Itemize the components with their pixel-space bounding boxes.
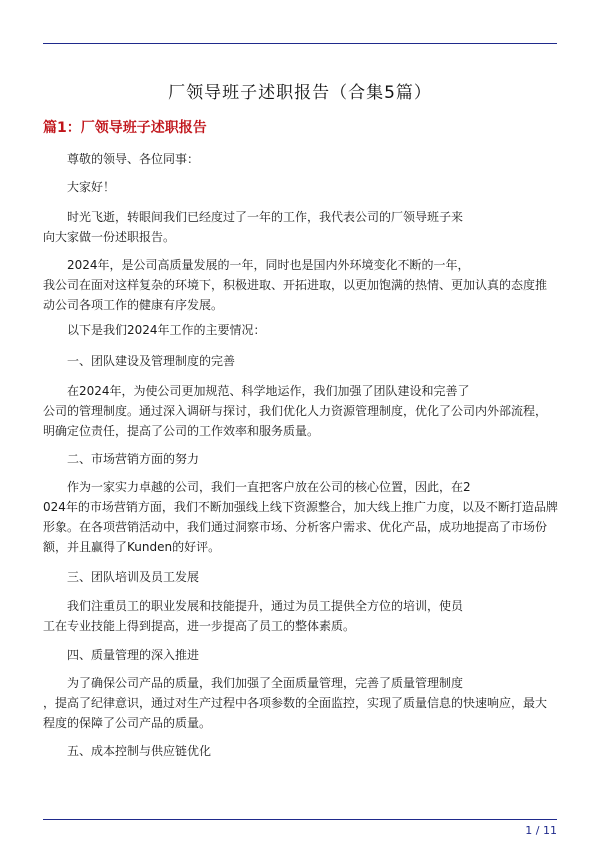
paragraph <box>43 449 557 469</box>
paragraph-line: 五、成本控制与供应链优化 <box>67 744 212 758</box>
paragraph-line: 向大家做一份述职报告。 <box>43 230 176 244</box>
document-title: 厂领导班子述职报告（合集5篇） <box>168 83 432 103</box>
paragraph <box>43 207 557 247</box>
paragraph <box>43 645 557 665</box>
paragraph <box>43 149 557 169</box>
paragraph-line: 二、市场营销方面的努力 <box>67 452 200 466</box>
paragraph-line: 四、质量管理的深入推进 <box>67 648 200 662</box>
paragraph <box>43 320 557 340</box>
paragraph-line: 在2024年，为使公司更加规范、科学地运作，我们加强了团队建设和完善了 <box>67 384 470 398</box>
paragraph-line: 我公司在面对这样复杂的环境下，积极进取、开拓进取，以更加饱满的热情、更加认真的态度推 <box>43 278 548 292</box>
paragraph <box>43 351 557 371</box>
paragraph-line: 工在专业技能上得到提高，进一步提高了员工的整体素质。 <box>43 619 356 633</box>
section-heading: 篇1：厂领导班子述职报告 <box>43 120 207 136</box>
paragraph <box>43 381 557 441</box>
paragraph <box>43 673 557 733</box>
paragraph <box>43 255 557 315</box>
paragraph <box>43 741 557 761</box>
paragraph-line: 明确定位责任，提高了公司的工作效率和服务质量。 <box>43 424 320 438</box>
header-rule <box>43 43 557 44</box>
page-indicator: 1 / 11 <box>525 824 557 837</box>
paragraph-line: 额，并且赢得了Kunden的好评。 <box>43 540 221 554</box>
paragraph-line: 程度的保障了公司产品的质量。 <box>43 716 212 730</box>
footer-rule <box>43 819 557 820</box>
paragraph <box>43 567 557 587</box>
paragraph-line: 作为一家实力卓越的公司，我们一直把客户放在公司的核心位置，因此，在2 <box>67 480 471 494</box>
paragraph-line: 一、团队建设及管理制度的完善 <box>67 354 236 368</box>
paragraph-line: 为了确保公司产品的质量，我们加强了全面质量管理，完善了质量管理制度 <box>67 676 464 690</box>
paragraph-line: 我们注重员工的职业发展和技能提升，通过为员工提供全方位的培训，使员 <box>67 599 464 613</box>
paragraph-line: 三、团队培训及员工发展 <box>67 570 200 584</box>
paragraph-line: 以下是我们2024年工作的主要情况： <box>67 323 266 337</box>
paragraph-line: 024年的市场营销方面，我们不断加强线上线下资源整合，加大线上推广力度，以及不断打造品牌 <box>43 500 558 514</box>
paragraph-line: 时光飞逝，转眼间我们已经度过了一年的工作，我代表公司的厂领导班子来 <box>67 210 464 224</box>
paragraph <box>43 596 557 636</box>
paragraph-line: 形象。在各项营销活动中，我们通过洞察市场、分析客户需求、优化产品，成功地提高了市场份 <box>43 520 548 534</box>
paragraph-line: ，提高了纪律意识，通过对生产过程中各项参数的全面监控，实现了质量信息的快速响应，最大 <box>43 696 548 710</box>
paragraph-line: 动公司各项工作的健康有序发展。 <box>43 298 224 312</box>
paragraph-line: 大家好！ <box>67 180 116 194</box>
paragraph-line: 2024年，是公司高质量发展的一年，同时也是国内外环境变化不断的一年， <box>67 258 470 272</box>
paragraph <box>43 477 557 557</box>
paragraph-line: 公司的管理制度。通过深入调研与探讨，我们优化人力资源管理制度，优化了公司内外部流程， <box>43 404 548 418</box>
paragraph-line: 尊敬的领导、各位同事： <box>67 152 200 166</box>
paragraph <box>43 177 557 197</box>
